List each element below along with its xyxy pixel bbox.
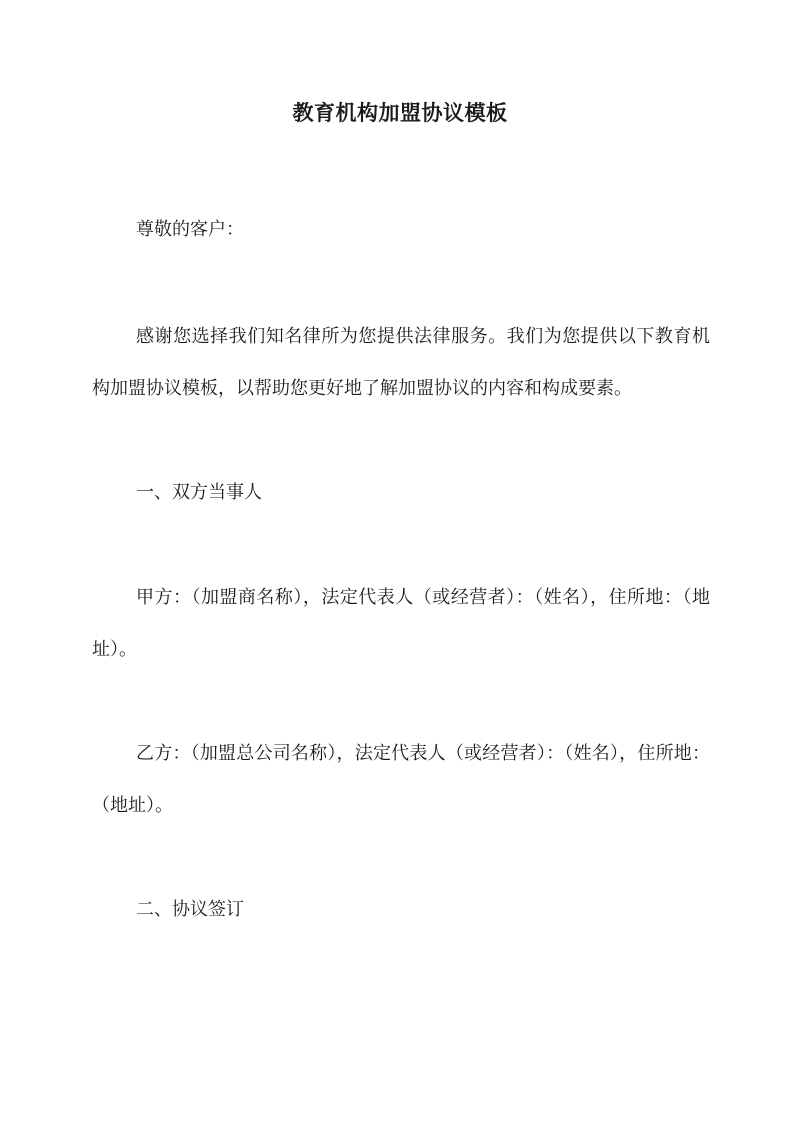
salutation-paragraph: 尊敬的客户：: [136, 219, 244, 240]
document-title: 教育机构加盟协议模板: [292, 100, 508, 125]
section-heading-signing: 二、协议签订: [136, 899, 244, 920]
party-a-paragraph: 甲方：（加盟商名称），法定代表人（或经营者）：（姓名），住所地：（地址）。: [92, 587, 710, 660]
section-heading-parties: 一、双方当事人: [136, 482, 262, 503]
intro-paragraph: 感谢您选择我们知名律所为您提供法律服务。我们为您提供以下教育机构加盟协议模板，以帮助您更好地了解加盟协议的内容和构成要素。: [92, 326, 710, 399]
party-b-paragraph: 乙方：（加盟总公司名称），法定代表人（或经营者）：（姓名），住所地：（地址）。: [92, 743, 710, 816]
